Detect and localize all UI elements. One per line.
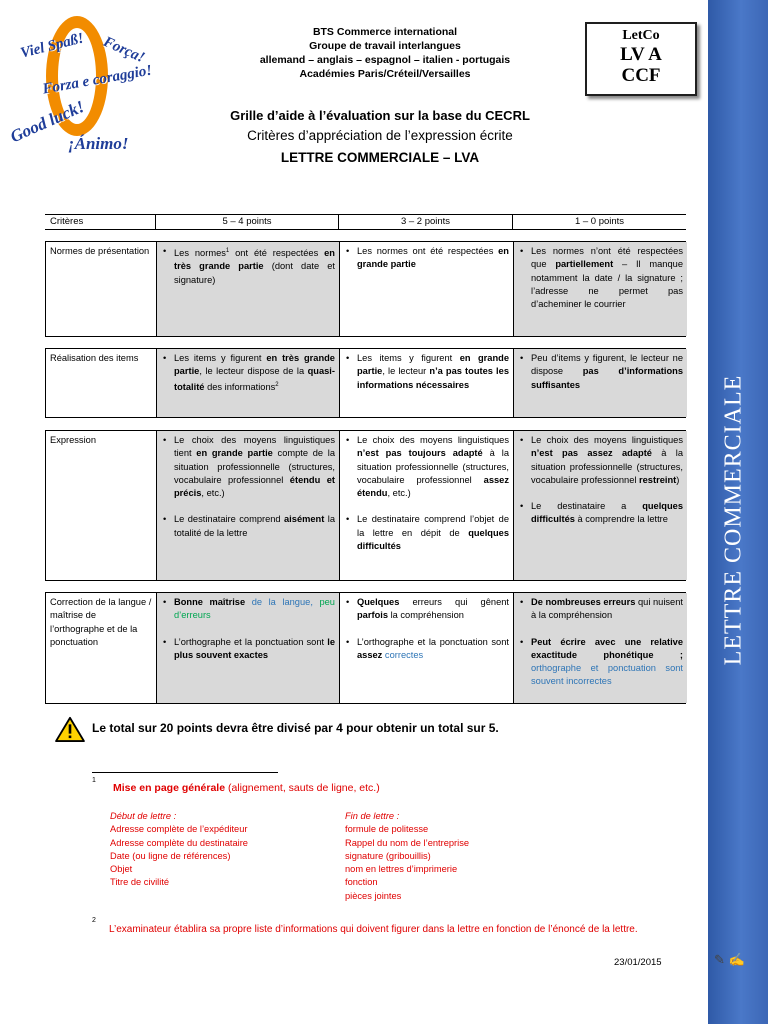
sidebar-title: LETTRE COMMERCIALE	[720, 374, 747, 666]
list-title: Fin de lettre :	[345, 811, 400, 821]
criteria-bullet: • Bonne maîtrise de la langue, peu d’erreurs	[161, 596, 335, 623]
footnote-list-end	[345, 810, 469, 903]
header-line: Groupe de travail interlangues	[309, 40, 461, 52]
criteria-bullet: • Les items y figurent en très grande partie, le lecteur dispose de la quasi-totalité des informations$^2$	[161, 352, 335, 394]
badge-line: LV A	[620, 44, 662, 65]
criteria-label: Correction de la langue / maîtrise de l’orthographe et de la ponctuation	[50, 597, 152, 647]
score-cell	[156, 431, 339, 580]
criteria-bullet: • Les normes n’ont été respectées que partiellement – Il manque notamment la date / la signature ; l’adresse ne permet pas d’acheminer le courrier	[518, 245, 683, 311]
criteria-bullet: • L’orthographe et la ponctuation sont assez correctes	[344, 636, 509, 663]
document-subtitle: Critères d’appréciation de l’expression écrite	[247, 128, 513, 143]
score-cell	[513, 431, 687, 580]
criteria-label: Expression	[50, 435, 96, 445]
document-title: Grille d’aide à l’évaluation sur la base du CECRL	[230, 108, 530, 123]
table-row	[45, 592, 686, 704]
list-title: Début de lettre :	[110, 811, 177, 821]
criteria-bullet: • Le choix des moyens linguistiques tient en grande partie compte de la situation professionnelle (structures, vocabulaire professionnel étendu et précis, etc.)	[161, 434, 335, 500]
footnote-number: 1	[92, 777, 96, 784]
header-line: BTS Commerce international	[312, 26, 458, 38]
list-item: pièces jointes	[345, 890, 402, 901]
score-cell	[339, 349, 513, 417]
list-item: Date (ou ligne de références)	[110, 850, 231, 861]
list-item: formule de politesse	[345, 824, 429, 835]
criteria-bullet: • Peut écrire avec une relative exactitude phonétique ; orthographe et ponctuation sont souvent incorrectes	[518, 636, 683, 689]
table-header-cell: 3 – 2 points	[338, 215, 512, 229]
list-item: signature (gribouillis)	[345, 850, 431, 861]
footnote-separator	[92, 772, 278, 773]
criteria-bullet: • Le destinataire comprend aisément la totalité de la lettre	[161, 513, 335, 540]
footnote-2: L’examinateur établira sa propre liste d’informations qui doivent figurer dans la lettre en fonction de l’énoncé de la lettre.	[109, 924, 638, 935]
list-item: Adresse complète du destinataire	[110, 837, 248, 848]
table-header-row	[45, 214, 686, 230]
logo-word: Viel Spaß!	[18, 30, 86, 62]
footnote-list-start	[110, 810, 248, 890]
footnote-number: 2	[92, 917, 96, 924]
badge-line: LetCo	[622, 28, 660, 43]
criteria-bullet: • Le choix des moyens linguistiques n’est pas toujours adapté à la situation professionnelle (structures, vocabulaire professionnel assez étendu, etc.)	[344, 434, 509, 500]
score-cell	[513, 242, 687, 336]
signature-icon: ✎ ✍	[714, 952, 745, 967]
criteria-bullet: • Les normes ont été respectées en grande partie	[344, 245, 509, 272]
list-item: Titre de civilité	[110, 877, 170, 888]
letco-badge	[585, 22, 697, 96]
document-titles	[160, 106, 600, 170]
logo-word: Força!	[100, 33, 147, 67]
document-header	[200, 25, 570, 81]
score-cell	[156, 349, 339, 417]
badge-line: CCF	[621, 65, 661, 86]
score-cell	[339, 242, 513, 336]
criteria-label: Réalisation des items	[50, 353, 139, 363]
criteria-bullet: • Le choix des moyens linguistiques n’est pas assez adapté à la situation professionnelle (structures, vocabulaire professionnel restreint)	[518, 434, 683, 487]
score-cell	[339, 593, 513, 703]
logo-word: Good luck!	[7, 96, 88, 147]
criteria-bullet: • Les normes$^1$ ont été respectées en très grande partie (dont date et signature)	[161, 245, 335, 287]
list-item: Adresse complète de l’expéditeur	[110, 824, 248, 835]
table-row	[45, 241, 686, 337]
score-cell	[513, 349, 687, 417]
score-cell	[339, 431, 513, 580]
header-line: allemand – anglais – espagnol – italien - portugais	[259, 54, 511, 66]
score-cell	[156, 242, 339, 336]
warning-text: Le total sur 20 points devra être divisé par 4 pour obtenir un total sur 5.	[92, 721, 499, 735]
criteria-bullet: • L’orthographe et la ponctuation sont le plus souvent exactes	[161, 636, 335, 663]
table-header-cell: 1 – 0 points	[512, 215, 686, 229]
list-item: nom en lettres d’imprimerie	[345, 864, 458, 875]
score-cell	[513, 593, 687, 703]
criteria-bullet: • Les items y figurent en grande partie, le lecteur n’a pas toutes les informations nécessaires	[344, 352, 509, 392]
score-cell	[156, 593, 339, 703]
document-date: 23/01/2015	[614, 957, 662, 968]
logo	[7, 16, 158, 153]
warning-icon	[54, 716, 86, 742]
criteria-bullet: • Quelques erreurs qui gênent parfois la compréhension	[344, 596, 509, 623]
criteria-bullet: • Le destinataire a quelques difficultés à comprendre la lettre	[518, 500, 683, 527]
criteria-label: Normes de présentation	[50, 246, 150, 256]
logo-word: Forza e coraggio!	[41, 62, 154, 98]
table-header-cell: Critères	[50, 216, 84, 227]
criteria-bullet: • De nombreuses erreurs qui nuisent à la compréhension	[518, 596, 683, 623]
document-heading: LETTRE COMMERCIALE – LVA	[280, 150, 480, 165]
table-header-cell: 5 – 4 points	[155, 215, 338, 229]
table-row	[45, 430, 686, 581]
header-line: Académies Paris/Créteil/Versailles	[299, 68, 471, 80]
list-item: Rappel du nom de l’entreprise	[345, 837, 470, 848]
criteria-bullet: • Peu d’items y figurent, le lecteur ne dispose pas d’informations suffisantes	[518, 352, 683, 392]
footnote-1: Mise en page générale (alignement, sauts de ligne, etc.)	[113, 782, 380, 794]
criteria-bullet: • Le destinataire comprend l’objet de la lettre en dépit de quelques difficultés	[344, 513, 509, 553]
list-item: fonction	[345, 877, 378, 888]
table-row	[45, 348, 686, 418]
list-item: Objet	[110, 864, 133, 875]
logo-word: ¡Ánimo!	[68, 134, 129, 153]
